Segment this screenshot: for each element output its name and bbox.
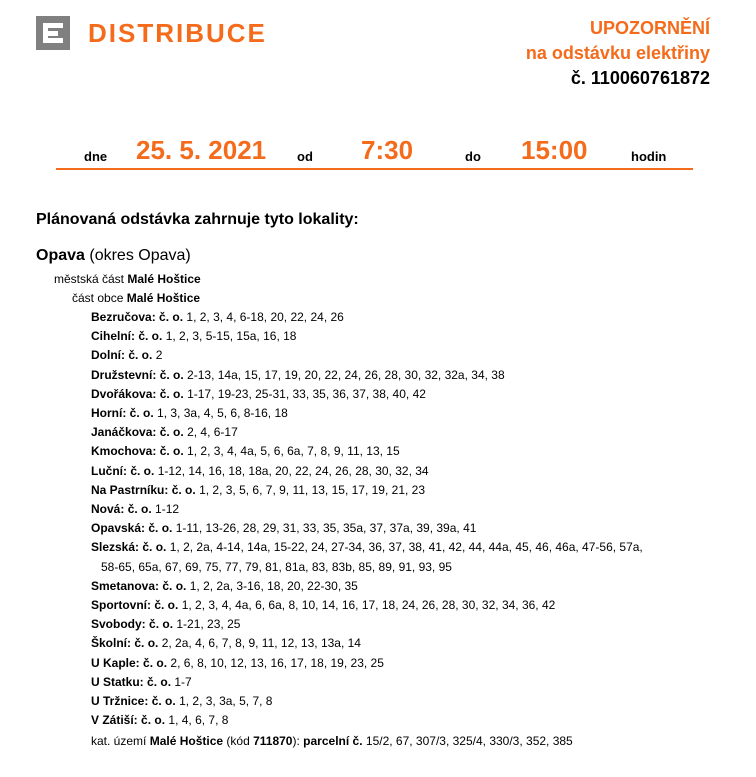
street-name: Dvořákova:: [91, 386, 157, 401]
street-row: [91, 538, 731, 576]
street-row: [91, 308, 731, 327]
street-row: [91, 654, 731, 673]
house-numbers: 1, 2, 2a, 4-14, 14a, 15-22, 24, 27-34, 36, 37, 38, 41, 42, 44, 44a, 45, 46, 46a, 47-56, 57a,: [169, 540, 643, 555]
outage-schedule: [56, 135, 693, 170]
house-number-label: č. o.: [142, 540, 167, 555]
house-numbers: 1, 2, 3, 4, 4a, 5, 6, 6a, 7, 8, 9, 11, 13, 15: [187, 444, 400, 459]
municipal-part-prefix: část obce: [72, 291, 124, 305]
street-row: [91, 519, 731, 538]
city-district: (okres Opava): [89, 247, 191, 264]
house-number-label: č. o.: [171, 482, 196, 497]
street-row: [91, 423, 731, 442]
notice-title: UPOZORNĚNÍ: [589, 18, 710, 38]
cadastral-code-open: (kód: [226, 734, 250, 748]
outage-date: 25. 5. 2021: [136, 135, 267, 165]
street-name: Cihelní:: [91, 329, 135, 344]
street-name: Družstevní:: [91, 367, 157, 382]
street-row: [91, 711, 731, 730]
house-numbers: 1, 2, 3, 4, 4a, 6, 6a, 8, 10, 14, 16, 17, 18, 24, 26, 28, 30, 32, 34, 36, 42: [181, 598, 556, 613]
house-number-label: č. o.: [128, 348, 153, 363]
house-numbers: 1-11, 13-26, 28, 29, 31, 33, 35, 35a, 37, 37a, 39, 39a, 41: [175, 521, 477, 536]
house-number-label: č. o.: [147, 674, 172, 689]
day-label: dne: [84, 149, 108, 164]
house-numbers: 1, 2, 3, 5, 6, 7, 9, 11, 13, 15, 17, 19, 21, 23: [199, 482, 426, 497]
house-numbers: 1-12: [155, 502, 180, 517]
house-numbers: 1, 2, 2a, 3-16, 18, 20, 22-30, 35: [189, 578, 358, 593]
house-numbers: 1, 2, 3, 3a, 5, 7, 8: [179, 694, 273, 709]
street-name: Luční:: [91, 463, 127, 478]
street-name: V Zátiší:: [91, 713, 138, 728]
parcel-numbers: 15/2, 67, 307/3, 325/4, 330/3, 352, 385: [365, 734, 573, 748]
unit-label: hodin: [631, 149, 667, 164]
house-numbers: 1, 4, 6, 7, 8: [168, 713, 229, 728]
cadastral-code: 711870: [253, 734, 293, 748]
house-number-label: č. o.: [143, 655, 168, 670]
house-number-label: č. o.: [130, 463, 155, 478]
street-row: [91, 500, 731, 519]
house-number-label: č. o.: [159, 386, 184, 401]
street-row: [91, 366, 731, 385]
street-row: [91, 634, 731, 653]
street-row: [91, 346, 731, 365]
cadastral-name: Malé Hoštice: [149, 734, 224, 748]
street-row: [91, 692, 731, 711]
street-name: Janáčkova:: [91, 425, 157, 440]
parcel-label: parcelní č.: [303, 734, 363, 748]
house-numbers: 1-21, 23, 25: [176, 617, 241, 632]
street-name: Opavská:: [91, 521, 146, 536]
district-part-name: Malé Hoštice: [127, 272, 201, 286]
street-row: [91, 385, 731, 404]
house-numbers: 2, 4, 6-17: [187, 425, 238, 440]
house-number-label: č. o.: [129, 406, 154, 421]
district-part-prefix: městská část: [54, 272, 125, 286]
brand-logo: [36, 16, 267, 50]
house-numbers: 1, 2, 3, 5-15, 15a, 16, 18: [165, 329, 297, 344]
street-name: Nová:: [91, 502, 125, 517]
house-number-label: č. o.: [127, 502, 152, 517]
from-label: od: [297, 149, 313, 164]
house-number-label: č. o.: [159, 367, 184, 382]
house-number-label: č. o.: [159, 310, 184, 324]
house-numbers: 1-7: [174, 674, 192, 689]
city-line: [36, 247, 191, 265]
district-part: [54, 272, 201, 286]
notice-header: [526, 16, 710, 91]
house-numbers: 2, 6, 8, 10, 12, 13, 16, 17, 18, 19, 23, 25: [170, 655, 384, 670]
street-name: Kmochova:: [91, 444, 157, 459]
end-time: 15:00: [521, 135, 588, 165]
street-row: [91, 327, 731, 346]
street-row: [91, 442, 731, 461]
street-name: Bezručova:: [91, 310, 156, 324]
house-number-label: č. o.: [148, 521, 173, 536]
cez-logo-icon: [36, 16, 70, 50]
house-numbers: 1-12, 14, 16, 18, 18a, 20, 22, 24, 26, 28, 30, 32, 34: [157, 463, 429, 478]
street-row: [91, 481, 731, 500]
house-number-label: č. o.: [162, 578, 187, 593]
street-name: Školní:: [91, 636, 132, 651]
cadastral-prefix: kat. území: [91, 734, 147, 748]
municipal-part: [72, 291, 200, 305]
street-row: [91, 404, 731, 423]
house-numbers: 1-17, 19-23, 25-31, 33, 35, 36, 37, 38, 40, 42: [187, 386, 426, 401]
notice-number: č. 110060761872: [570, 68, 710, 88]
house-number-label: č. o.: [151, 694, 176, 709]
house-number-label: č. o.: [159, 425, 184, 440]
street-name: U Statku:: [91, 674, 144, 689]
to-label: do: [465, 149, 481, 164]
house-number-label: č. o.: [154, 598, 179, 613]
street-name: U Tržnice:: [91, 694, 149, 709]
street-name: Svobody:: [91, 617, 146, 632]
street-name: Smetanova:: [91, 578, 160, 593]
street-row: [91, 596, 731, 615]
section-heading: Plánovaná odstávka zahrnuje tyto lokality:: [36, 211, 359, 228]
cadastral-code-close: ):: [292, 734, 300, 748]
street-name: Slezská:: [91, 540, 140, 555]
street-name: Sportovní:: [91, 598, 151, 613]
street-row: [91, 673, 731, 692]
street-list: [91, 308, 731, 730]
street-name: U Kaple:: [91, 655, 140, 670]
street-row: [91, 577, 731, 596]
house-numbers: 2: [155, 348, 163, 363]
start-time: 7:30: [361, 135, 414, 165]
street-row: [91, 462, 731, 481]
house-numbers: 2, 2a, 4, 6, 7, 8, 9, 11, 12, 13, 13a, 14: [161, 636, 361, 651]
brand-name: DISTRIBUCE: [88, 18, 267, 48]
house-number-label: č. o.: [159, 444, 184, 459]
street-row: [91, 615, 731, 634]
street-name: Horní:: [91, 406, 127, 421]
notice-subtitle: na odstávku elektřiny: [525, 43, 710, 63]
house-numbers: 2-13, 14a, 15, 17, 19, 20, 22, 24, 26, 28, 30, 32, 32a, 34, 38: [187, 367, 505, 382]
house-numbers-continued: 58-65, 65a, 67, 69, 75, 77, 79, 81, 81a, 83, 83b, 85, 89, 91, 93, 95: [101, 559, 452, 574]
house-number-label: č. o.: [134, 636, 159, 651]
cadastral-line: [91, 734, 573, 748]
street-name: Na Pastrníku:: [91, 482, 169, 497]
house-number-label: č. o.: [149, 617, 174, 632]
house-numbers: 1, 2, 3, 4, 6-18, 20, 22, 24, 26: [186, 310, 344, 324]
city-name: Opava: [36, 247, 85, 264]
municipal-part-name: Malé Hoštice: [126, 291, 201, 305]
house-number-label: č. o.: [138, 329, 163, 344]
street-name: Dolní:: [91, 348, 125, 363]
house-numbers: 1, 3, 3a, 4, 5, 6, 8-16, 18: [157, 406, 288, 421]
house-number-label: č. o.: [141, 713, 166, 728]
